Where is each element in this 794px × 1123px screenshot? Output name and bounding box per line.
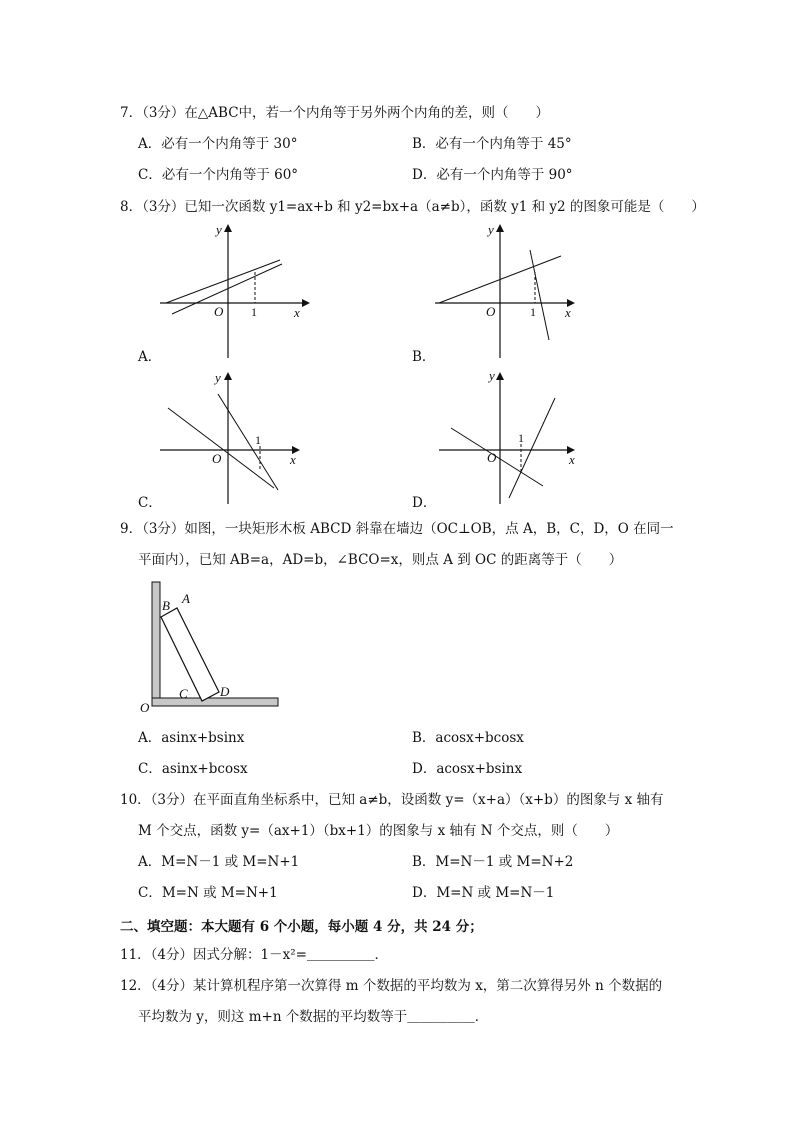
- section-2-title: 二、填空题：本大题有 6 个小题，每小题 4 分，共 24 分；: [120, 919, 483, 935]
- x-label: x: [565, 305, 571, 320]
- q10-stem-line1: 10．（3分）在平面直角坐标系中，已知 a≠b，设函数 y=（x+a）（x+b）的图象与 x 轴有: [120, 792, 664, 808]
- q9-option-a: A．asinx+bsinx: [138, 730, 245, 746]
- line-y2: [530, 250, 549, 340]
- y-axis-arrow-icon: [224, 224, 232, 232]
- q9-option-d: D．acosx+bsinx: [412, 761, 523, 777]
- floor: [152, 698, 278, 706]
- q8-stem: 8．（3分）已知一次函数 y1=ax+b 和 y2=bx+a（a≠b），函数 y1 和 y2 的图象可能是（ ）: [120, 199, 705, 215]
- q9-stem-line1: 9．（3分）如图，一块矩形木板 ABCD 斜靠在墙边（OC⊥OB，点 A，B，C，D，O 在同一: [120, 521, 674, 537]
- q8-option-c-label: C．: [138, 495, 162, 511]
- q10-option-a: A．M=N－1 或 M=N+1: [138, 854, 300, 870]
- corner-fill: [153, 699, 159, 705]
- q7-stem: 7．（3分）在△ABC中，若一个内角等于另外两个内角的差，则（ ）: [120, 105, 550, 121]
- q7-option-d: D．必有一个内角等于 90°: [412, 167, 573, 183]
- q10-option-b: B．M=N－1 或 M=N+2: [412, 854, 574, 870]
- label-d: D: [220, 684, 230, 699]
- q12-stem-line1: 12．（4分）某计算机程序第一次算得 m 个数据的平均数为 x，第二次算得另外 n 个数据的: [120, 978, 663, 994]
- q12-stem-line2: 平均数为 y，则这 m+n 个数据的平均数等于＿＿＿＿＿．: [138, 1009, 489, 1025]
- x-label: x: [294, 305, 300, 320]
- y-axis-arrow-icon: [496, 224, 504, 232]
- line-y1: [166, 260, 280, 303]
- label-o: O: [140, 700, 150, 715]
- q11-stem: 11．（4分）因式分解：1－x²=＿＿＿＿＿．: [120, 947, 388, 963]
- q8-graph-c: [160, 368, 310, 506]
- line-y2: [172, 264, 282, 314]
- tick-one-label: 1: [530, 305, 536, 319]
- q9-stem-line2: 平面内），已知 AB=a，AD=b，∠BCO=x，则点 A 到 OC 的距离等于（ ）: [138, 552, 623, 568]
- q8-option-d-label: D．: [412, 495, 437, 511]
- origin-label: O: [214, 304, 224, 319]
- x-axis-arrow-icon: [302, 299, 310, 307]
- origin-label: O: [212, 451, 222, 466]
- x-label: x: [569, 452, 575, 467]
- q10-option-d: D．M=N 或 M=N－1: [412, 885, 555, 901]
- line-y1: [168, 408, 274, 488]
- q8-graph-a: [160, 222, 310, 360]
- wall: [152, 582, 160, 706]
- q7-option-c: C．必有一个内角等于 60°: [138, 167, 299, 183]
- q9-option-c: C．asinx+bcosx: [138, 761, 248, 777]
- y-label: y: [215, 370, 221, 385]
- q8-graph-d: [435, 368, 585, 506]
- label-c: C: [179, 686, 188, 701]
- y-label: y: [216, 222, 222, 237]
- origin-label: O: [487, 450, 497, 465]
- q10-stem-line2: M 个交点，函数 y=（ax+1）（bx+1）的图象与 x 轴有 N 个交点，则（ ）: [138, 823, 619, 839]
- label-b: B: [162, 598, 170, 613]
- line-y1: [451, 428, 543, 486]
- tick-one-label: 1: [255, 433, 261, 447]
- q8-graph-b: [435, 222, 585, 360]
- q7-option-b: B．必有一个内角等于 45°: [412, 136, 572, 152]
- x-label: x: [290, 452, 296, 467]
- y-axis-arrow-icon: [496, 372, 504, 380]
- q10-option-c: C．M=N 或 M=N+1: [138, 885, 278, 901]
- y-label: y: [489, 368, 495, 383]
- label-a: A: [182, 591, 190, 606]
- q8-option-a-label: A．: [138, 349, 162, 365]
- tick-one-label: 1: [518, 431, 524, 445]
- y-label: y: [488, 222, 494, 237]
- rectangle-board: [161, 608, 219, 701]
- origin-label: O: [486, 304, 496, 319]
- y-axis-arrow-icon: [224, 372, 232, 380]
- line-y2: [218, 394, 278, 490]
- q8-option-b-label: B．: [412, 349, 436, 365]
- q9-option-b: B．acosx+bcosx: [412, 730, 524, 746]
- line-y2: [509, 398, 555, 498]
- q7-option-a: A．必有一个内角等于 30°: [138, 136, 298, 152]
- tick-one-label: 1: [251, 305, 257, 319]
- q9-figure: [138, 580, 288, 720]
